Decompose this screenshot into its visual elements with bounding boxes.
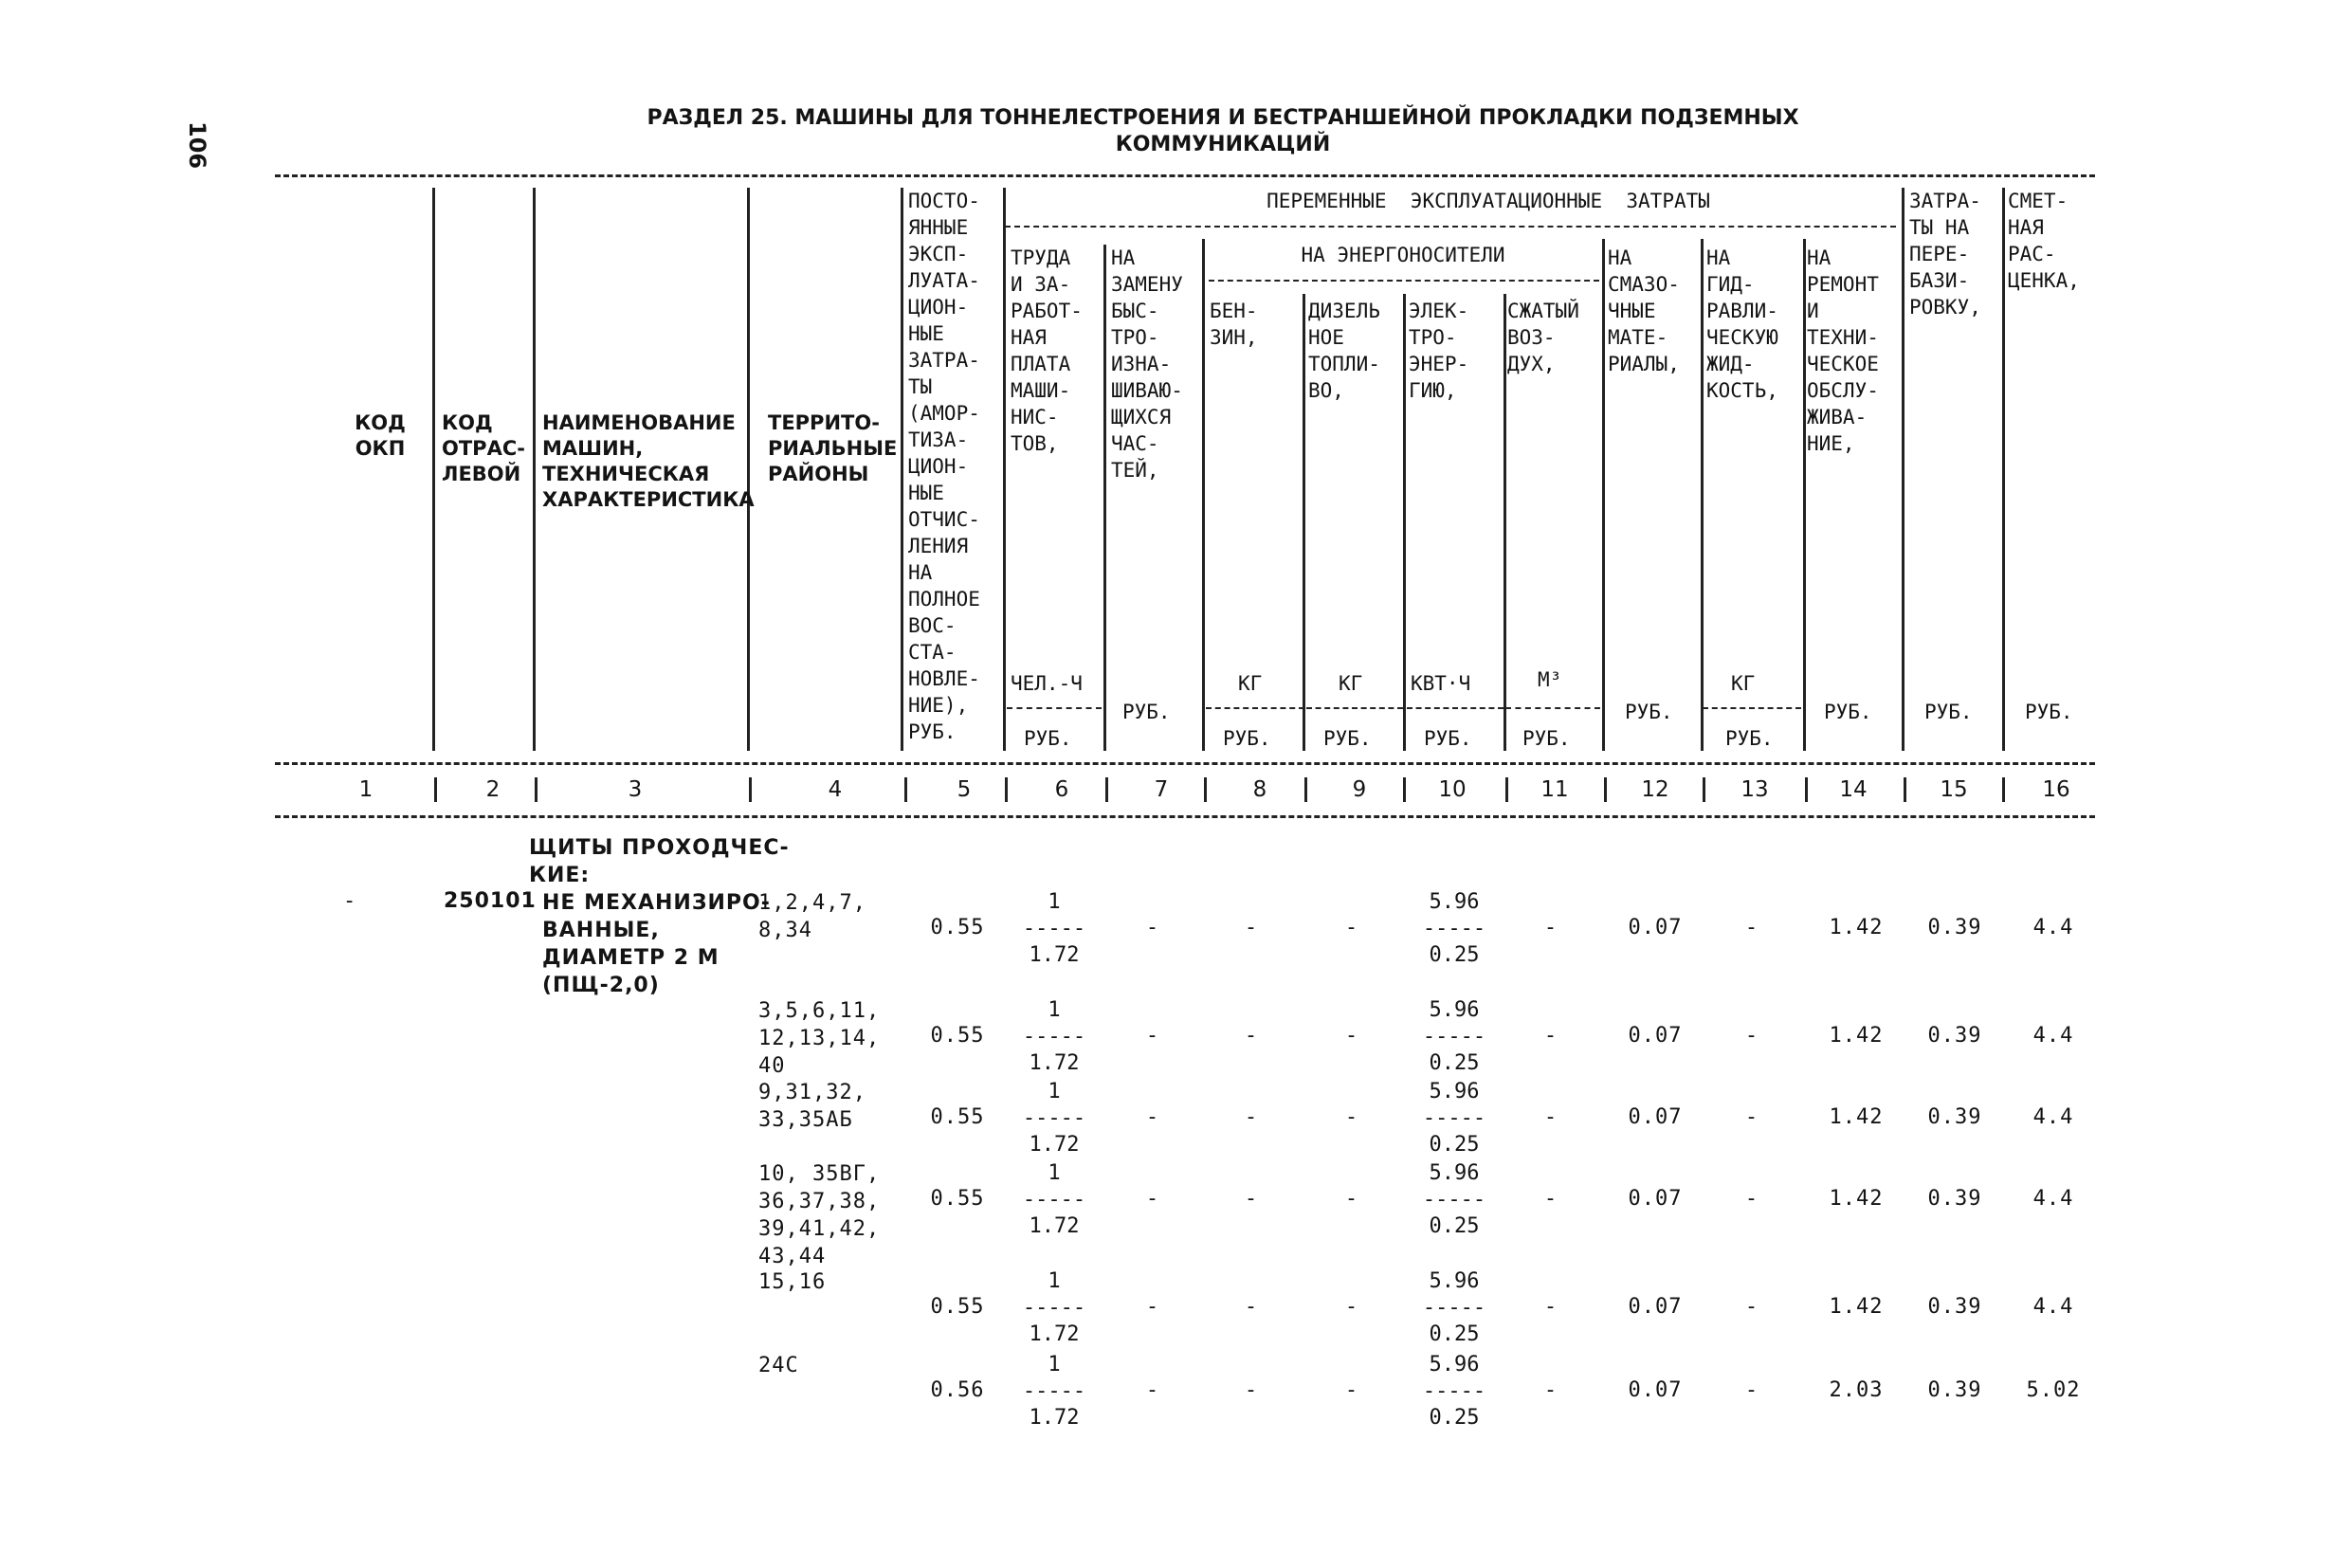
electricity-cell-denominator: 0.25 bbox=[1429, 1214, 1480, 1238]
labor-cell-denominator: 1.72 bbox=[1029, 1133, 1080, 1157]
unit-c9-top: КГ bbox=[1339, 672, 1363, 695]
fixed-costs-cell: 0.56 bbox=[930, 1378, 985, 1402]
col-divider bbox=[1103, 245, 1106, 751]
repair-cell: 1.42 bbox=[1829, 1187, 1884, 1211]
header-okp-code: КОД ОКП bbox=[355, 411, 406, 460]
relocation-cell: 0.39 bbox=[1927, 1024, 1982, 1048]
unit-c15: РУБ. bbox=[1924, 701, 1973, 723]
electricity-cell-fraction-bar: ----- bbox=[1422, 917, 1486, 940]
labor-cell-fraction-bar: ----- bbox=[1022, 1025, 1086, 1048]
header-energy: НА ЭНЕРГОНОСИТЕЛИ bbox=[1301, 244, 1505, 266]
repair-cell: 1.42 bbox=[1829, 1295, 1884, 1319]
estimate-cell: 4.4 bbox=[2032, 1187, 2074, 1211]
diesel-cell: - bbox=[1344, 1105, 1359, 1129]
section-title: РАЗДЕЛ 25. МАШИНЫ ДЛЯ ТОННЕЛЕСТРОЕНИЯ И БЕСТРАНШЕЙНОЙ ПРОКЛАДКИ ПОДЗЕМНЫХ bbox=[647, 106, 1799, 130]
hydraulic-fluid-cell: - bbox=[1744, 1024, 1759, 1048]
header-bottom-rule bbox=[275, 762, 2095, 765]
column-number: 3 bbox=[628, 777, 643, 802]
unit-c7: РУБ. bbox=[1122, 701, 1171, 723]
unit-c11-top: М³ bbox=[1538, 668, 1562, 691]
regions-cell: 9,31,32, 33,35АБ bbox=[758, 1081, 866, 1132]
hydraulic-fluid-cell: - bbox=[1744, 1187, 1759, 1211]
lubricants-cell: 0.07 bbox=[1628, 1295, 1683, 1319]
repair-cell: 2.03 bbox=[1829, 1378, 1884, 1402]
lubricants-cell: 0.07 bbox=[1628, 1105, 1683, 1129]
regions-cell: 3,5,6,11, 12,13,14, 40 bbox=[758, 999, 881, 1078]
hydraulic-fluid-cell: - bbox=[1744, 1105, 1759, 1129]
column-number: 9 bbox=[1352, 777, 1367, 802]
column-number: 5 bbox=[957, 777, 972, 802]
unit-c6-top: ЧЕЛ.-Ч bbox=[1011, 672, 1083, 695]
electricity-cell-fraction-bar: ----- bbox=[1422, 1379, 1486, 1403]
col-divider bbox=[1604, 777, 1607, 802]
electricity-cell-fraction-bar: ----- bbox=[1422, 1296, 1486, 1320]
parts-cell: - bbox=[1145, 1024, 1160, 1048]
col-divider bbox=[1005, 777, 1008, 802]
c11-unit-rule bbox=[1505, 707, 1600, 709]
col-divider bbox=[901, 188, 903, 751]
petrol-cell: - bbox=[1244, 1105, 1259, 1129]
parts-cell: - bbox=[1145, 1295, 1160, 1319]
lubricants-cell: 0.07 bbox=[1628, 916, 1683, 939]
header-machine-name: НАИМЕНОВАНИЕ МАШИН, ТЕХНИЧЕСКАЯ ХАРАКТЕРИСТИКА bbox=[542, 411, 755, 511]
unit-c8-bottom: РУБ. bbox=[1223, 727, 1271, 750]
diesel-cell: - bbox=[1344, 1187, 1359, 1211]
col-divider bbox=[1003, 188, 1006, 751]
estimate-cell: 4.4 bbox=[2032, 916, 2074, 939]
fixed-costs-cell: 0.55 bbox=[930, 1295, 985, 1319]
column-number: 14 bbox=[1839, 777, 1868, 802]
col-divider bbox=[1602, 239, 1605, 751]
electricity-cell-numerator: 5.96 bbox=[1429, 890, 1480, 914]
header-electricity: ЭЛЕК- ТРО- ЭНЕР- ГИЮ, bbox=[1409, 300, 1469, 402]
column-numbers-bottom-rule bbox=[275, 815, 2095, 818]
hydraulic-fluid-cell: - bbox=[1744, 1378, 1759, 1402]
labor-cell-denominator: 1.72 bbox=[1029, 1214, 1080, 1238]
hydraulic-fluid-cell: - bbox=[1744, 1295, 1759, 1319]
diesel-cell: - bbox=[1344, 1295, 1359, 1319]
compressed-air-cell: - bbox=[1543, 1187, 1558, 1211]
unit-c9-bottom: РУБ. bbox=[1323, 727, 1372, 750]
header-relocation: ЗАТРА- ТЫ НА ПЕРЕ- БАЗИ- РОВКУ, bbox=[1909, 190, 1981, 319]
electricity-cell-numerator: 5.96 bbox=[1429, 1161, 1480, 1185]
parts-cell: - bbox=[1145, 1187, 1160, 1211]
unit-c14: РУБ. bbox=[1824, 701, 1872, 723]
regions-cell: 10, 35ВГ, 36,37,38, 39,41,42, 43,44 bbox=[758, 1162, 881, 1268]
header-repair: НА РЕМОНТ И ТЕХНИ- ЧЕСКОЕ ОБСЛУ- ЖИВА- НИЕ, bbox=[1807, 246, 1879, 455]
relocation-cell: 0.39 bbox=[1927, 1105, 1982, 1129]
col-divider bbox=[1403, 777, 1406, 802]
parts-cell: - bbox=[1145, 1105, 1160, 1129]
compressed-air-cell: - bbox=[1543, 1024, 1558, 1048]
c13-unit-rule bbox=[1703, 707, 1801, 709]
col-divider bbox=[1803, 239, 1806, 751]
header-estimate: СМЕТ- НАЯ РАС- ЦЕНКА, bbox=[2008, 190, 2080, 292]
column-number: 13 bbox=[1740, 777, 1769, 802]
column-number: 16 bbox=[2042, 777, 2070, 802]
fixed-costs-cell: 0.55 bbox=[930, 1187, 985, 1211]
column-number: 11 bbox=[1540, 777, 1569, 802]
labor-cell-fraction-bar: ----- bbox=[1022, 1296, 1086, 1320]
machine-name: НЕ МЕХАНИЗИРО- ВАННЫЕ, ДИАМЕТР 2 М (ПЩ-2,0) bbox=[542, 891, 771, 997]
column-number: 4 bbox=[828, 777, 843, 802]
electricity-cell-numerator: 5.96 bbox=[1429, 998, 1480, 1022]
col-divider bbox=[2002, 777, 2005, 802]
col-divider bbox=[434, 777, 437, 802]
unit-c10-bottom: РУБ. bbox=[1424, 727, 1472, 750]
labor-cell-denominator: 1.72 bbox=[1029, 1322, 1080, 1346]
header-labor: ТРУДА И ЗА- РАБОТ- НАЯ ПЛАТА МАШИ- НИС- ТОВ, bbox=[1011, 246, 1083, 455]
column-number: 12 bbox=[1641, 777, 1669, 802]
electricity-cell-fraction-bar: ----- bbox=[1422, 1188, 1486, 1212]
estimate-cell: 4.4 bbox=[2032, 1295, 2074, 1319]
labor-cell-numerator: 1 bbox=[1048, 1353, 1061, 1377]
col-divider bbox=[432, 188, 435, 751]
table-top-rule bbox=[275, 174, 2095, 177]
lubricants-cell: 0.07 bbox=[1628, 1378, 1683, 1402]
repair-cell: 1.42 bbox=[1829, 1105, 1884, 1129]
header-lubricants: НА СМАЗО- ЧНЫЕ МАТЕ- РИАЛЫ, bbox=[1608, 246, 1680, 375]
labor-cell-numerator: 1 bbox=[1048, 1269, 1061, 1293]
labor-cell-numerator: 1 bbox=[1048, 998, 1061, 1022]
compressed-air-cell: - bbox=[1543, 1105, 1558, 1129]
col-divider bbox=[749, 777, 752, 802]
lubricants-cell: 0.07 bbox=[1628, 1187, 1683, 1211]
electricity-cell-numerator: 5.96 bbox=[1429, 1269, 1480, 1293]
electricity-cell-denominator: 0.25 bbox=[1429, 1051, 1480, 1075]
col-divider bbox=[1204, 777, 1207, 802]
col-divider bbox=[1904, 777, 1906, 802]
col-divider bbox=[1105, 777, 1108, 802]
header-hydraulic-fluid: НА ГИД- РАВЛИ- ЧЕСКУЮ ЖИД- КОСТЬ, bbox=[1706, 246, 1778, 402]
labor-cell-denominator: 1.72 bbox=[1029, 1051, 1080, 1075]
header-variable-costs: ПЕРЕМЕННЫЕ ЭКСПЛУАТАЦИОННЫЕ ЗАТРАТЫ bbox=[1267, 190, 1710, 212]
electricity-cell-numerator: 5.96 bbox=[1429, 1353, 1480, 1377]
unit-c10-top: КВТ·Ч bbox=[1411, 672, 1471, 695]
c6-unit-rule bbox=[1007, 707, 1102, 709]
col-divider bbox=[1505, 777, 1508, 802]
labor-cell-numerator: 1 bbox=[1048, 1080, 1061, 1103]
estimate-cell: 4.4 bbox=[2032, 1024, 2074, 1048]
col-divider bbox=[533, 188, 536, 751]
header-branch-code: КОД ОТРАС- ЛЕВОЙ bbox=[442, 411, 525, 485]
regions-cell: 24С bbox=[758, 1354, 799, 1377]
compressed-air-cell: - bbox=[1543, 916, 1558, 939]
parts-cell: - bbox=[1145, 916, 1160, 939]
lubricants-cell: 0.07 bbox=[1628, 1024, 1683, 1048]
col-divider bbox=[2002, 188, 2005, 751]
unit-c6-bottom: РУБ. bbox=[1024, 727, 1072, 750]
diesel-cell: - bbox=[1344, 1378, 1359, 1402]
electricity-cell-fraction-bar: ----- bbox=[1422, 1025, 1486, 1048]
col-divider bbox=[1304, 777, 1307, 802]
header-compressed-air: СЖАТЫЙ ВОЗ- ДУХ, bbox=[1507, 300, 1579, 375]
col-divider bbox=[1701, 239, 1704, 751]
c8-unit-rule bbox=[1206, 707, 1304, 709]
electricity-cell-denominator: 0.25 bbox=[1429, 1322, 1480, 1346]
relocation-cell: 0.39 bbox=[1927, 1295, 1982, 1319]
c10-unit-rule bbox=[1407, 707, 1504, 709]
parts-cell: - bbox=[1145, 1378, 1160, 1402]
col-divider bbox=[1504, 294, 1506, 751]
electricity-cell-fraction-bar: ----- bbox=[1422, 1106, 1486, 1130]
group-name: ЩИТЫ ПРОХОДЧЕС- КИЕ: bbox=[529, 836, 790, 887]
col-divider bbox=[1202, 239, 1205, 751]
column-number: 6 bbox=[1054, 777, 1069, 802]
column-number: 2 bbox=[485, 777, 501, 802]
col-divider bbox=[1902, 188, 1904, 751]
column-number: 15 bbox=[1940, 777, 1968, 802]
section-title-continued: КОММУНИКАЦИЙ bbox=[1115, 133, 1331, 156]
unit-c13-bottom: РУБ. bbox=[1725, 727, 1774, 750]
header-petrol: БЕН- ЗИН, bbox=[1210, 300, 1258, 349]
energy-rule bbox=[1209, 280, 1599, 282]
col-divider bbox=[1403, 294, 1406, 751]
petrol-cell: - bbox=[1244, 916, 1259, 939]
petrol-cell: - bbox=[1244, 1378, 1259, 1402]
header-fixed-costs: ПОСТО- ЯННЫЕ ЭКСП- ЛУАТА- ЦИОН- НЫЕ ЗАТРА- ТЫ (АМОР- ТИЗА- ЦИОН- НЫЕ ОТЧИС- ЛЕНИЯ НА ПОЛНОЕ ВОС- СТА- НОВЛЕ- НИЕ), РУБ. bbox=[908, 190, 980, 743]
page-number: 106 bbox=[184, 121, 210, 170]
diesel-cell: - bbox=[1344, 916, 1359, 939]
compressed-air-cell: - bbox=[1543, 1295, 1558, 1319]
petrol-cell: - bbox=[1244, 1295, 1259, 1319]
labor-cell-numerator: 1 bbox=[1048, 890, 1061, 914]
header-diesel: ДИЗЕЛЬ НОЕ ТОПЛИ- ВО, bbox=[1308, 300, 1380, 402]
regions-cell: 1,2,4,7, 8,34 bbox=[758, 891, 866, 942]
petrol-cell: - bbox=[1244, 1024, 1259, 1048]
electricity-cell-denominator: 0.25 bbox=[1429, 943, 1480, 967]
labor-cell-numerator: 1 bbox=[1048, 1161, 1061, 1185]
okp-code: - bbox=[343, 889, 357, 913]
unit-c8-top: КГ bbox=[1238, 672, 1263, 695]
col-divider bbox=[535, 777, 538, 802]
labor-cell-denominator: 1.72 bbox=[1029, 1406, 1080, 1430]
hydraulic-fluid-cell: - bbox=[1744, 916, 1759, 939]
labor-cell-fraction-bar: ----- bbox=[1022, 1379, 1086, 1403]
labor-cell-fraction-bar: ----- bbox=[1022, 1106, 1086, 1130]
branch-code: 250101 bbox=[444, 889, 537, 913]
c9-unit-rule bbox=[1306, 707, 1403, 709]
variable-costs-rule bbox=[1005, 226, 1896, 228]
labor-cell-fraction-bar: ----- bbox=[1022, 917, 1086, 940]
col-divider bbox=[1303, 294, 1305, 751]
repair-cell: 1.42 bbox=[1829, 916, 1884, 939]
col-divider bbox=[1703, 777, 1705, 802]
compressed-air-cell: - bbox=[1543, 1378, 1558, 1402]
column-number: 10 bbox=[1438, 777, 1467, 802]
column-number: 1 bbox=[358, 777, 374, 802]
header-regions: ТЕРРИТО- РИАЛЬНЫЕ РАЙОНЫ bbox=[768, 411, 898, 485]
electricity-cell-numerator: 5.96 bbox=[1429, 1080, 1480, 1103]
fixed-costs-cell: 0.55 bbox=[930, 1024, 985, 1048]
column-number: 7 bbox=[1154, 777, 1169, 802]
electricity-cell-denominator: 0.25 bbox=[1429, 1133, 1480, 1157]
estimate-cell: 4.4 bbox=[2032, 1105, 2074, 1129]
repair-cell: 1.42 bbox=[1829, 1024, 1884, 1048]
relocation-cell: 0.39 bbox=[1927, 1187, 1982, 1211]
regions-cell: 15,16 bbox=[758, 1270, 827, 1294]
unit-c11-bottom: РУБ. bbox=[1522, 727, 1571, 750]
fixed-costs-cell: 0.55 bbox=[930, 1105, 985, 1129]
unit-c12: РУБ. bbox=[1625, 701, 1673, 723]
labor-cell-fraction-bar: ----- bbox=[1022, 1188, 1086, 1212]
relocation-cell: 0.39 bbox=[1927, 1378, 1982, 1402]
fixed-costs-cell: 0.55 bbox=[930, 916, 985, 939]
col-divider bbox=[904, 777, 907, 802]
unit-c13-top: КГ bbox=[1731, 672, 1756, 695]
petrol-cell: - bbox=[1244, 1187, 1259, 1211]
col-divider bbox=[1805, 777, 1808, 802]
estimate-cell: 5.02 bbox=[2026, 1378, 2081, 1402]
column-number: 8 bbox=[1252, 777, 1267, 802]
header-parts: НА ЗАМЕНУ БЫС- ТРО- ИЗНА- ШИВАЮ- ЩИХСЯ ЧАС- ТЕЙ, bbox=[1111, 246, 1183, 482]
unit-c16: РУБ. bbox=[2025, 701, 2073, 723]
electricity-cell-denominator: 0.25 bbox=[1429, 1406, 1480, 1430]
diesel-cell: - bbox=[1344, 1024, 1359, 1048]
labor-cell-denominator: 1.72 bbox=[1029, 943, 1080, 967]
relocation-cell: 0.39 bbox=[1927, 916, 1982, 939]
